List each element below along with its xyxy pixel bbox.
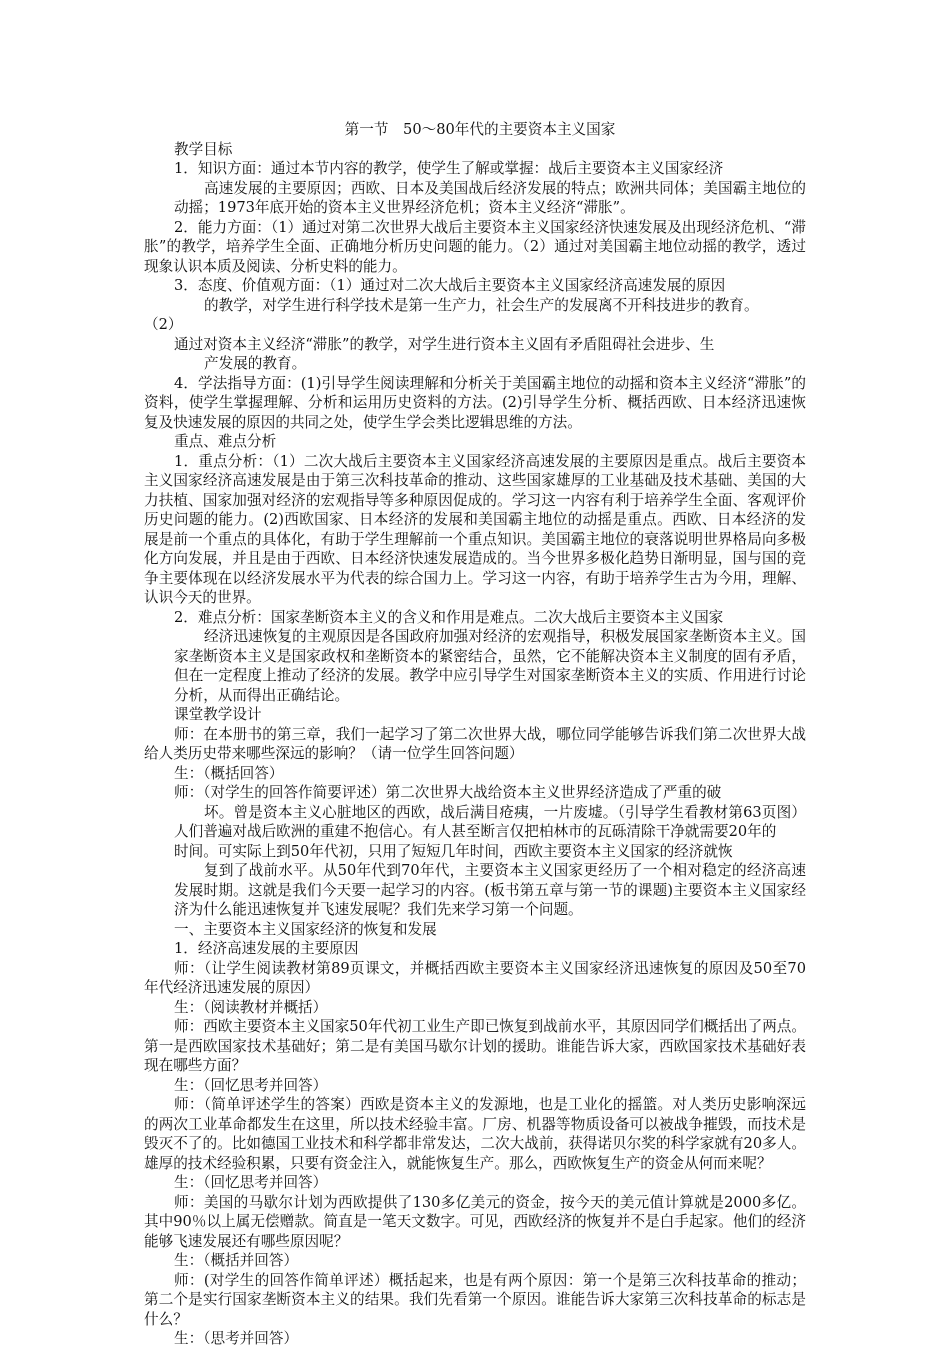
paragraph: 生：（概括并回答） <box>174 1252 299 1269</box>
paragraph: 产发展的教育。 <box>204 355 307 372</box>
paragraph: 生：（概括回答） <box>174 764 284 782</box>
section-title: 第一节 50～80年代的主要资本主义国家 <box>344 121 616 138</box>
paragraph: 重点、难点分析 <box>174 433 277 450</box>
paragraph: 1．经济高速发展的主要原因 <box>174 940 359 957</box>
document-page <box>144 120 806 1349</box>
paragraph: 生：（回忆思考并回答） <box>174 1076 328 1094</box>
paragraph: 的教学，对学生进行科学技术是第一生产力，社会生产的发展离不开科技进步的教育。 <box>204 296 759 314</box>
paragraph: 生：（阅读教材并概括） <box>174 998 328 1016</box>
paragraph: 1．重点分析：（1）二次大战后主要资本主义国家经济高速发展的主要原因是重点。战后主要资本主义国家经济高速发展是由于第三次科技革命的推动、这些国家雄厚的工业基础及技术基础、美国的大力扶植、国家加强对经济的宏观指导等多种原因促成的。学习这一内容有利于培养学生全面、客观评价历史问题的能力。(2)西欧国家、日本经济的发展和美国霸主地位的动摇是重点。西欧、日本经济的发展是前一个重点的具体化，有助于学生理解前一个重点知识。美国霸主地位的衰落说明世界格局向多极化方向发展，并且是由于西欧、日本经济快速发展造成的。当今世界多极化趋势日渐明显，国与国的竞争主要体现在以经济发展水平为代表的综合国力上。学习这一内容，有助于培养学生古为今用，理解、认识今天的世界。 <box>144 452 806 606</box>
paragraph: 4．学法指导方面：(1)引导学生阅读理解和分析关于美国霸主地位的动摇和资本主义经济“滞胀”的资料，使学生掌握理解、分析和运用历史资料的方法。(2)引导学生分析、概括西欧、日本经济迅速恢复及快速发展的原因的共同之处，使学生学会类比逻辑思维的方法。 <box>144 374 806 431</box>
paragraph: 师：（简单评述学生的答案）西欧是资本主义的发源地，也是工业化的摇篮。对人类历史影响深远的两次工业革命都发生在这里，所以技术经验丰富。厂房、机器等物质设备可以被战争摧毁，而技术是毁灭不了的。比如德国工业技术和科学都非常发达，二次大战前，获得诺贝尔奖的科学家就有20多人。雄厚的技术经验积累，只要有资金注入，就能恢复生产。那么，西欧恢复生产的资金从何而来呢？ <box>144 1096 806 1172</box>
paragraph: 师：（对学生的回答作简要评述）第二次世界大战给资本主义世界经济造成了严重的破 <box>174 784 722 801</box>
paragraph: 坏。曾是资本主义心脏地区的西欧，战后满目疮痍，一片废墟。（引导学生看教材第63页图）人们普遍对战后欧洲的重建不抱信心。有人甚至断言仅把柏林市的瓦砾清除干净就需要20年的 <box>174 803 806 840</box>
paragraph: 师：(对学生的回答作简单评述）概括起来，也是有两个原因：第一个是第三次科技革命的推动；第二个是实行国家垄断资本主义的结果。我们先看第一个原因。谁能告诉大家第三次科技革命的标志是什么？ <box>144 1271 806 1328</box>
paragraph: 通过对资本主义经济“滞胀”的教学，对学生进行资本主义固有矛盾阻碍社会进步、生 <box>174 335 715 353</box>
paragraph: 生：（回忆思考并回答） <box>174 1174 328 1191</box>
paragraph: 生：（思考并回答） <box>174 1330 299 1347</box>
paragraph: 一、主要资本主义国家经济的恢复和发展 <box>174 920 437 938</box>
paragraph: 师：西欧主要资本主义国家50年代初工业生产即已恢复到战前水平，其原因同学们概括出了两点。第一是西欧国家技术基础好；第二是有美国马歇尔计划的援助。谁能告诉大家，西欧国家技术基础好表现在哪些方面？ <box>144 1018 806 1074</box>
paragraph: 高速发展的主要原因；西欧、日本及美国战后经济发展的特点；欧洲共同体；美国霸主地位的动摇；1973年底开始的资本主义世界经济危机；资本主义经济“滞胀”。 <box>174 179 806 216</box>
paragraph: 复到了战前水平。从50年代到70年代，主要资本主义国家更经历了一个相对稳定的经济高速发展时期。这就是我们今天要一起学习的内容。(板书第五章与第一节的课题)主要资本主义国家经济为什么能迅速恢复并飞速发展呢？我们先来学习第一个问题。 <box>174 862 806 918</box>
paragraph: 师：在本册书的第三章，我们一起学习了第二次世界大战，哪位同学能够告诉我们第二次世界大战给人类历史带来哪些深远的影响？（请一位学生回答问题） <box>144 725 806 762</box>
paragraph: 师：（让学生阅读教材第89页课文，并概括西欧主要资本主义国家经济迅速恢复的原因及50至70年代经济迅速发展的原因） <box>144 959 806 996</box>
paragraph: 1．知识方面：通过本节内容的教学，使学生了解或掌握：战后主要资本主义国家经济 <box>174 160 724 177</box>
paragraph: 教学目标 <box>174 140 233 158</box>
paragraph: 2．难点分析：国家垄断资本主义的含义和作用是难点。二次大战后主要资本主义国家 <box>174 608 724 626</box>
paragraph: 经济迅速恢复的主观原因是各国政府加强对经济的宏观指导，积极发展国家垄断资本主义。国家垄断资本主义是国家政权和垄断资本的紧密结合，虽然，它不能解决资本主义制度的固有矛盾，但在一定程度上推动了经济的发展。教学中应引导学生对国家垄断资本主义的实质、作用进行讨论分析，从而得出正确结论。 <box>174 628 806 704</box>
paragraph: 3．态度、价值观方面：（1）通过对二次大战后主要资本主义国家经济高速发展的原因 <box>174 277 726 294</box>
paragraph: 时间。可实际上到50年代初，只用了短短几年时间，西欧主要资本主义国家的经济就恢 <box>174 842 733 860</box>
document-body <box>144 140 806 1349</box>
paragraph: 师：美国的马歇尔计划为西欧提供了130多亿美元的资金，按今天的美元值计算就是2000多亿。其中90％以上属无偿赠款。简直是一笔天文数字。可见，西欧经济的恢复并不是白手起家。他们的经济能够飞速发展还有哪些原因呢？ <box>144 1193 806 1250</box>
paragraph: 2．能力方面：（1）通过对第二次世界大战后主要资本主义国家经济快速发展及出现经济危机、“滞胀”的教学，培养学生全面、正确地分析历史问题的能力。（2）通过对美国霸主地位动摇的教学，透过现象认识本质及阅读、分析史料的能力。 <box>144 218 806 275</box>
paragraph: 课堂教学设计 <box>174 706 262 723</box>
paragraph: （2） <box>144 316 183 333</box>
